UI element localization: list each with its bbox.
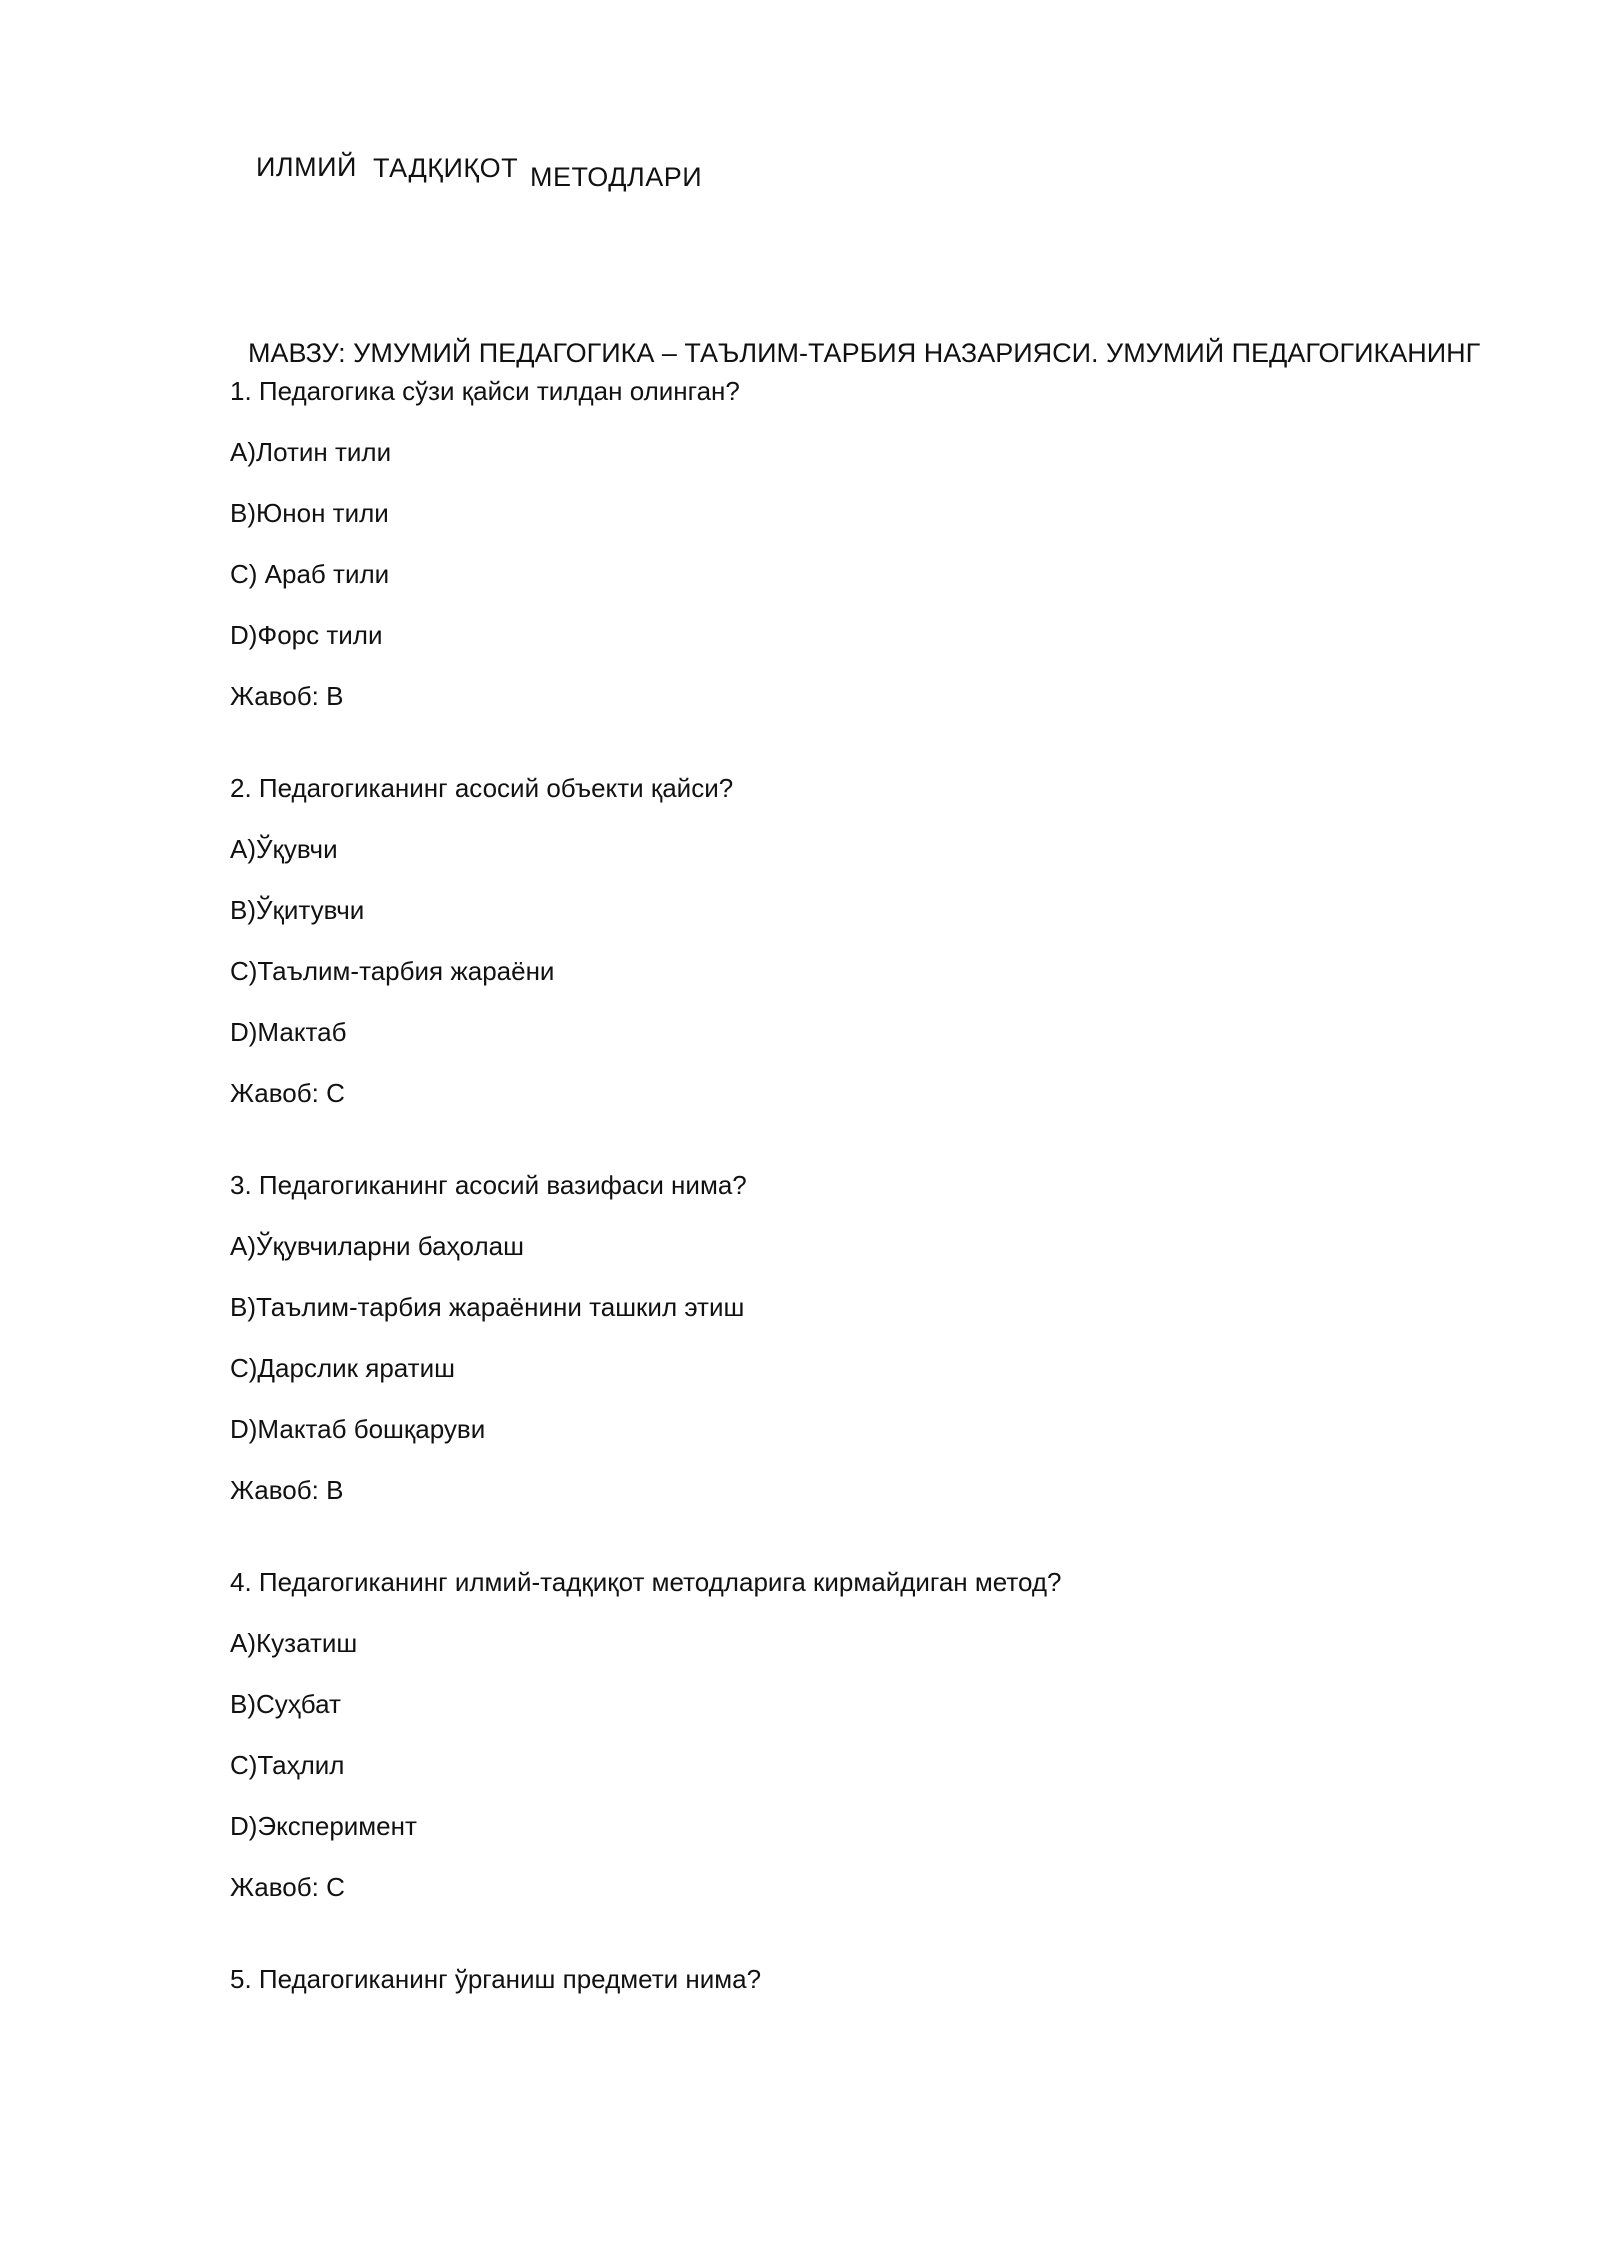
option-d: D)Мактаб — [230, 1017, 347, 1047]
option-d: D)Мактаб бошқаруви — [230, 1414, 486, 1444]
title-word-3: МЕТОДЛАРИ — [530, 162, 703, 192]
question-block-4 — [230, 1567, 1530, 1903]
option-b: B)Юнон тили — [230, 498, 389, 528]
title-word-1: ИЛМИЙ — [256, 152, 357, 182]
option-a: A)Лотин тили — [230, 437, 392, 467]
option-a: A)Кузатиш — [230, 1628, 358, 1658]
question-block-2 — [230, 773, 1530, 1109]
option-c: C)Таълим-тарбия жараёни — [230, 956, 555, 986]
question-block-1 — [230, 376, 1530, 712]
question-block-3 — [230, 1170, 1530, 1506]
option-d: D)Форс тили — [230, 620, 383, 650]
answer-line: Жавоб: B — [230, 1475, 344, 1505]
option-c: C)Дарслик яратиш — [230, 1353, 455, 1383]
option-b: B)Ўқитувчи — [230, 895, 365, 925]
topic-heading: МАВЗУ: УМУМИЙ ПЕДАГОГИКА – ТАЪЛИМ-ТАРБИЯ НАЗАРИЯСИ. УМУМИЙ ПЕДАГОГИКАНИНГ — [248, 338, 1481, 368]
question-list — [230, 376, 1530, 2056]
answer-line: Жавоб: C — [230, 1078, 345, 1108]
question-text: 3. Педагогиканинг асосий вазифаси нима? — [230, 1170, 747, 1200]
title-word-2: ТАДҚИҚОТ — [373, 153, 519, 183]
question-text: 5. Педагогиканинг ўрганиш предмети нима? — [230, 1964, 762, 1994]
option-d: D)Эксперимент — [230, 1811, 417, 1841]
option-a: A)Ўқувчиларни баҳолаш — [230, 1231, 524, 1261]
question-block-5 — [230, 1964, 1530, 1995]
option-c: C)Таҳлил — [230, 1750, 345, 1780]
question-text: 1. Педагогика сўзи қайси тилдан олинган? — [230, 376, 740, 406]
option-c: C) Араб тили — [230, 559, 390, 589]
question-text: 4. Педагогиканинг илмий-тадқиқот методларига кирмайдиган метод? — [230, 1567, 1062, 1597]
answer-line: Жавоб: C — [230, 1872, 345, 1902]
answer-line: Жавоб: B — [230, 681, 344, 711]
option-b: B)Суҳбат — [230, 1689, 341, 1719]
option-a: A)Ўқувчи — [230, 834, 338, 864]
question-text: 2. Педагогиканинг асосий объекти қайси? — [230, 773, 734, 803]
option-b: B)Таълим-тарбия жараёнини ташкил этиш — [230, 1292, 745, 1322]
